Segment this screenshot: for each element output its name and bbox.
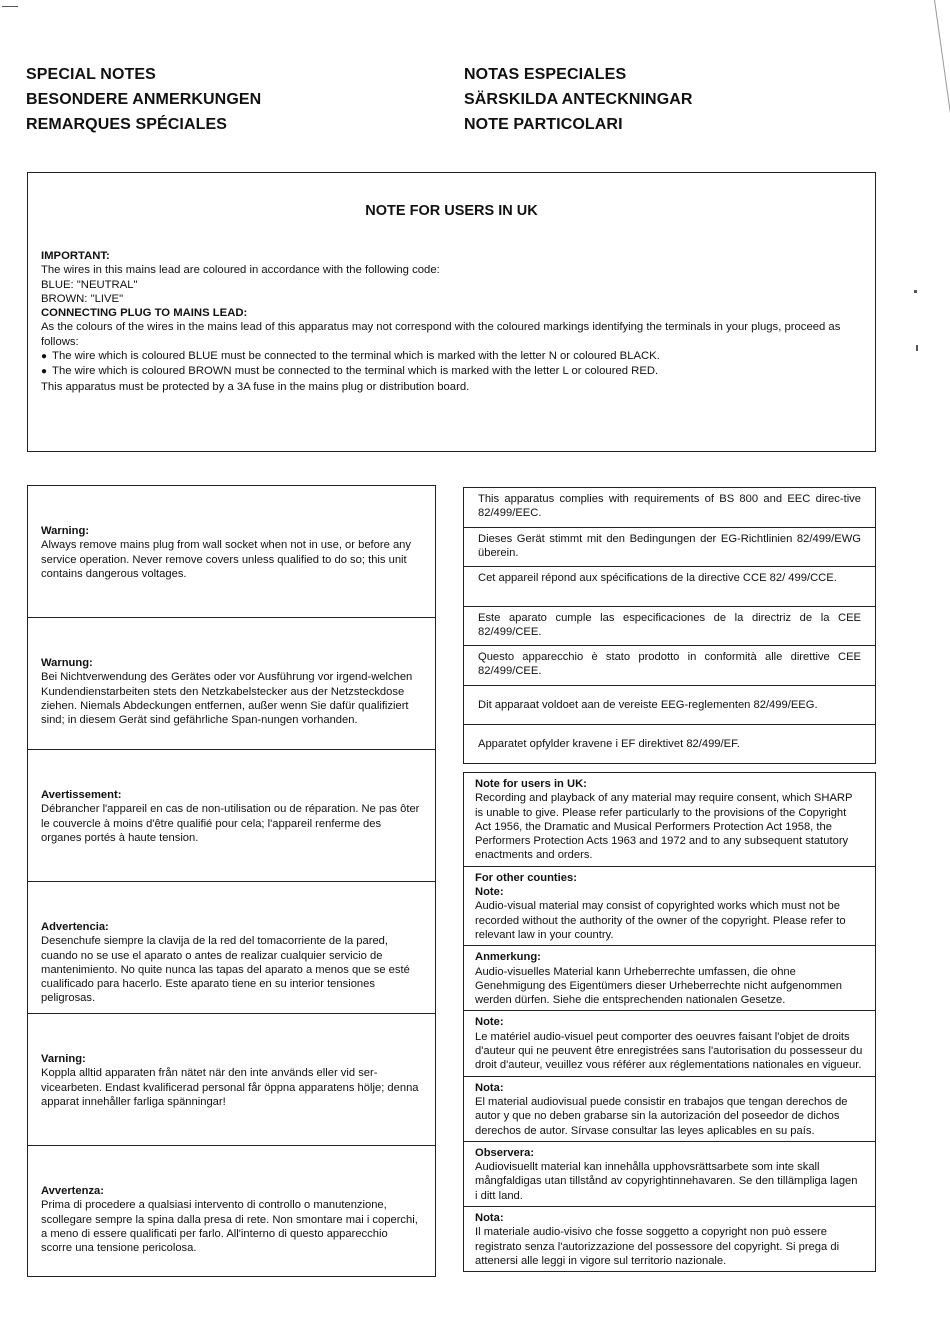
copyright-fr: [463, 1010, 876, 1075]
copyright-it: [463, 1206, 876, 1272]
warning-title: Avvertenza:: [41, 1185, 105, 1197]
warning-title: Avertissement:: [41, 789, 122, 801]
uk-users-note-box: [27, 172, 876, 452]
copyright-other-en: [463, 866, 876, 945]
headings-left: [26, 62, 261, 137]
copyright-de: [463, 945, 876, 1010]
warning-title: Advertencia:: [41, 921, 109, 933]
compliance-da: Apparatet opfylder kravene i EF direktivet 82/499/EF.: [463, 724, 876, 764]
copyright-column: [463, 772, 876, 1272]
bullet-brown-wire: ● The wire which is coloured BROWN must be connected to the terminal which is marked with the letter L or coloured RED.: [41, 364, 865, 379]
scan-edge-mark: [914, 290, 917, 293]
scan-corner-mark: [2, 6, 18, 7]
connecting-plug-label: CONNECTING PLUG TO MAINS LEAD:: [41, 307, 248, 320]
heading-special-notes: SPECIAL NOTES: [26, 66, 156, 83]
warning-title: Warning:: [41, 525, 90, 537]
copyright-title: Note:: [475, 1016, 504, 1029]
copyright-title: Anmerkung:: [475, 951, 541, 964]
copyright-title: Nota:: [475, 1081, 504, 1094]
heading-besondere-anmerkungen: BESONDERE ANMERKUNGEN: [26, 91, 262, 108]
scan-edge-mark: [916, 345, 918, 351]
compliance-en: This apparatus complies with requirements of BS 800 and EEC direc-tive 82/499/EEC.: [463, 487, 876, 527]
copyright-text: Recording and playback of any material may require consent, which SHARP is unable to give. Please refer particularly to the provisions of the Copyright Act 1956, the Dramatic and Musical Performers Protection Act 1958, the Performers Protection Acts 1963 and 1972 and to any subsequent statutory enactments and orders.: [475, 792, 853, 862]
wire-code-intro: The wires in this mains lead are coloured in accordance with the following code:: [41, 264, 440, 277]
heading-notas-especiales: NOTAS ESPECIALES: [464, 66, 627, 83]
copyright-title: For other counties:: [475, 871, 577, 884]
copyright-text: Le matériel audio-visuel peut comporter des oeuvres faisant l'objet de droits d'auteur qui ne peuvent être enregistrées sans l'autorisation du possesseur du droit d'auteur, veuillez vous référer aux réglementations nationales en vigueur.: [475, 1030, 863, 1072]
heading-note-particolari: NOTE PARTICOLARI: [464, 116, 623, 133]
important-label: IMPORTANT:: [41, 250, 110, 262]
warning-text: Koppla alltid apparaten från nätet när den inte används eller vid ser-vicearbeten. Endast kvalificerad personal får öppna apparatens hölje; denna apparat innehåller farliga spänningar!: [41, 1067, 419, 1108]
copyright-title: Nota:: [475, 1212, 504, 1225]
headings-right: [464, 62, 693, 137]
compliance-de: Dieses Gerät stimmt mit den Bedingungen der EG-Richtlinien 82/499/EWG überein.: [463, 527, 876, 567]
wire-blue-neutral: BLUE: "NEUTRAL": [41, 278, 138, 291]
copyright-text: El material audiovisual puede consistir en trabajos que tengan derechos de autor y que no deben grabarse sin la autorización del poseedor de dichos derechos de autor. Sírvase consultar las leyes aplicables en su país.: [475, 1095, 848, 1137]
copyright-text: Audio-visual material may consist of copyrighted works which must not be recorded without the authority of the owner of the copyright. Please refer to relevant law in your country.: [475, 900, 846, 941]
warnings-column: [27, 485, 436, 1277]
warning-text: Débrancher l'appareil en cas de non-utilisation ou de réparation. Ne pas ôter le couvercle à moins d'être qualifié pour cela; l'appareil renferme des organes portés à haute tension.: [41, 803, 420, 844]
copyright-sv: [463, 1141, 876, 1206]
copyright-text: Il materiale audio-visivo che fosse soggetto a copyright non può essere registrato senza l'autorizzazione del possessore del copyright. Si prega di attenersi alle leggi in vigore sul territorio nazionale.: [475, 1226, 840, 1267]
copyright-title: Note for users in UK:: [475, 778, 587, 790]
connecting-plug-intro: As the colours of the wires in the mains lead of this apparatus may not correspond with the coloured markings identifying the terminals in your plugs, proceed as follows:: [41, 321, 841, 348]
warning-fr: [27, 749, 436, 881]
copyright-text: Audio-visuelles Material kann Urheberrechte umfassen, die ohne Genehmigung des Eigentümers dieser Urheberrechte nicht aufgenommen werden dürfen. Siehe die entsprechenden nationalen Gesetze.: [475, 965, 842, 1007]
compliance-es: Este aparato cumple las especificaciones de la directriz de la CEE 82/499/CEE.: [463, 606, 876, 646]
copyright-es: [463, 1076, 876, 1141]
warning-text: Always remove mains plug from wall socket when not in use, or before any service operation. Never remove covers unless qualified to do so; this unit contains dangerous voltages.: [41, 539, 411, 580]
wire-brown-live: BROWN: "LIVE": [41, 292, 124, 305]
warning-en: [27, 485, 436, 617]
warning-text: Prima di procedere a qualsiasi intervento di controllo o manutenzione, scollegare sempre la spina dalla presa di rete. Non smontare mai i coperchi, a meno di essere qualificati per farlo. All'interno di questo apparecchio scorre una tensione pericolosa.: [41, 1199, 418, 1255]
fuse-note: This apparatus must be protected by a 3A fuse in the mains plug or distribution board.: [41, 380, 470, 393]
copyright-title: Observera:: [475, 1146, 535, 1159]
warning-text: Desenchufe siempre la clavija de la red del tomacorriente de la pared, cuando no se use el aparato o antes de realizar cualquier servicio de mantenimiento. No quite nunca las tapas del aparato a menos que se esté cualificado para hacerlo. Este aparato tiene en su interior tensiones peligrosas.: [41, 935, 410, 1005]
warning-sv: [27, 1013, 436, 1145]
compliance-it: Questo apparecchio è stato prodotto in conformità alle direttive CEE 82/499/CEE.: [463, 645, 876, 685]
scan-edge-line: [934, 0, 950, 119]
warning-text: Bei Nichtverwendung des Gerätes oder vor Ausführung vor irgend-welchen Kundendienstarbeiten stets den Netzkabelstecker aus der Netzsteckdose ziehen. Niemals Abdeckungen entfernen, außer wenn Sie dafür qualifiziert sind; in diesem Gerät sind gefährliche Span-nungen vorhanden.: [41, 671, 413, 727]
warning-de: [27, 617, 436, 749]
warning-title: Warnung:: [41, 657, 93, 669]
copyright-subtitle: Note:: [475, 886, 504, 899]
bullet-blue-wire: ● The wire which is coloured BLUE must be connected to the terminal which is marked with the letter N or coloured BLACK.: [41, 349, 865, 364]
compliance-fr: Cet appareil répond aux spécifications de la directive CCE 82/ 499/CCE.: [463, 566, 876, 606]
heading-remarques-speciales: REMARQUES SPÉCIALES: [26, 116, 228, 133]
uk-note-title: NOTE FOR USERS IN UK: [365, 203, 538, 219]
warning-es: [27, 881, 436, 1013]
warning-title: Varning:: [41, 1053, 86, 1065]
warning-it: [27, 1145, 436, 1277]
copyright-text: Audiovisuellt material kan innehålla upphovsrättsarbete som inte skall mångfaldigas utan tillstånd av copyrightinnehavaren. Se den tillämpliga lagen i ditt land.: [475, 1161, 858, 1202]
heading-sarskilda-anteckningar: SÄRSKILDA ANTECKNINGAR: [464, 91, 693, 108]
compliance-nl: Dit apparaat voldoet aan de vereiste EEG-reglementen 82/499/EEG.: [463, 685, 876, 725]
compliance-column: [463, 487, 876, 764]
uk-note-body: [41, 249, 865, 394]
copyright-uk: [463, 772, 876, 866]
